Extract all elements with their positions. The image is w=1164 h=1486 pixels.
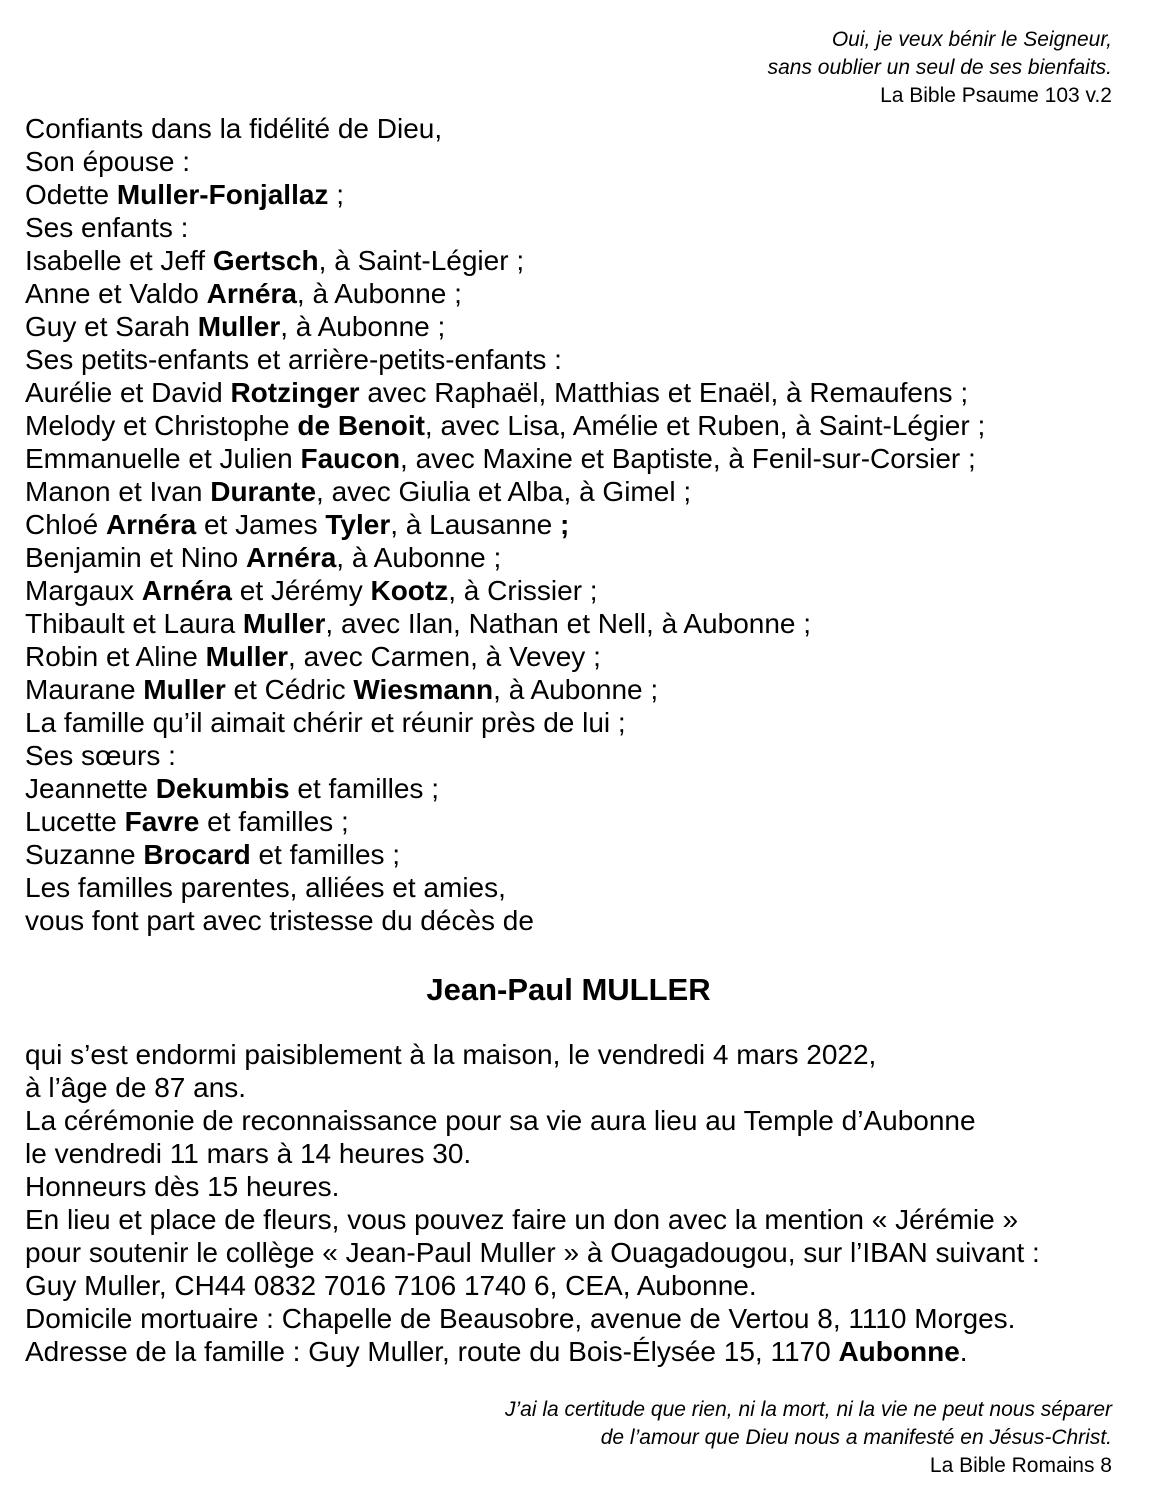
opening-quote-line <box>25 82 1112 110</box>
family-line <box>25 376 1112 409</box>
name-emphasis: Dekumbis <box>155 773 290 804</box>
family-announcement-list <box>25 112 1112 937</box>
text-segment: J’ai la certitude que rien, ni la mort, ni la vie ne peut nous séparer <box>504 1398 1112 1421</box>
detail-line <box>25 1203 1112 1236</box>
text-segment: Domicile mortuaire : Chapelle de Beausobre, avenue de Vertou 8, 1110 Morges. <box>25 1303 1016 1334</box>
detail-line <box>25 1104 1112 1137</box>
family-line <box>25 343 1112 376</box>
text-segment: , à Aubonne ; <box>280 311 446 342</box>
text-segment: Lucette <box>25 806 125 837</box>
text-segment: Aurélie et David <box>25 377 231 408</box>
text-segment: La Bible Psaume 103 v.2 <box>880 84 1112 107</box>
family-line <box>25 673 1112 706</box>
text-segment: Isabelle et Jeff <box>25 245 213 276</box>
text-segment: à l’âge de 87 ans. <box>25 1072 247 1103</box>
name-emphasis: Arnéra <box>206 278 297 309</box>
text-segment: En lieu et place de fleurs, vous pouvez faire un don avec la mention « Jérémie » <box>25 1204 1019 1235</box>
text-segment: qui s’est endormi paisiblement à la maison, le vendredi 4 mars 2022, <box>25 1039 877 1070</box>
detail-line <box>25 1137 1112 1170</box>
text-segment: et familles ; <box>250 839 401 870</box>
detail-line <box>25 1038 1112 1071</box>
name-emphasis: de Benoit <box>297 410 425 441</box>
family-line <box>25 838 1112 871</box>
family-line <box>25 541 1112 574</box>
family-line <box>25 871 1112 904</box>
text-segment: Adresse de la famille : Guy Muller, route du Bois-Élysée 15, 1170 <box>25 1336 839 1367</box>
text-segment: Confiants dans la fidélité de Dieu, <box>25 113 443 144</box>
family-line <box>25 277 1112 310</box>
name-emphasis: Favre <box>124 806 200 837</box>
text-segment: Emmanuelle et Julien <box>25 443 301 474</box>
text-segment: , avec Giulia et Alba, à Gimel ; <box>316 476 692 507</box>
detail-line <box>25 1335 1112 1368</box>
name-emphasis: Arnéra <box>105 509 197 540</box>
opening-quote-line <box>25 26 1112 54</box>
family-line <box>25 244 1112 277</box>
text-segment: Son épouse : <box>25 146 191 177</box>
closing-quote-line <box>25 1396 1112 1424</box>
deceased-name: Jean-Paul MULLER <box>426 972 711 1007</box>
text-segment: , à Aubonne ; <box>336 542 502 573</box>
family-line <box>25 640 1112 673</box>
family-line <box>25 904 1112 937</box>
opening-quote-line <box>25 54 1112 82</box>
closing-quote-line <box>25 1452 1112 1480</box>
family-line <box>25 178 1112 211</box>
family-line <box>25 475 1112 508</box>
family-line <box>25 706 1112 739</box>
text-segment: , à Aubonne ; <box>493 674 659 705</box>
name-emphasis: Rotzinger <box>230 377 360 408</box>
name-emphasis: Faucon <box>300 443 401 474</box>
name-emphasis: Kootz <box>370 575 449 606</box>
text-segment: de l’amour que Dieu nous a manifesté en Jésus-Christ. <box>600 1426 1112 1449</box>
text-segment: Honneurs dès 15 heures. <box>25 1171 340 1202</box>
text-segment: Odette <box>25 179 117 210</box>
text-segment: La Bible Romains 8 <box>929 1454 1112 1477</box>
text-segment: et James <box>196 509 326 540</box>
text-segment: avec Raphaël, Matthias et Enaël, à Remaufens ; <box>359 377 969 408</box>
text-segment: , à Crissier ; <box>448 575 598 606</box>
text-segment: , à Saint-Légier ; <box>318 245 525 276</box>
text-segment: Les familles parentes, alliées et amies, <box>25 872 506 903</box>
name-emphasis: Wiesmann <box>353 674 494 705</box>
text-segment: et familles ; <box>289 773 439 804</box>
text-segment: Manon et Ivan <box>25 476 211 507</box>
text-segment: ; <box>328 179 344 210</box>
family-line <box>25 442 1112 475</box>
text-segment: sans oublier un seul de ses bienfaits. <box>767 56 1112 79</box>
name-emphasis: Aubonne <box>838 1336 960 1367</box>
text-segment: Benjamin et Nino <box>25 542 247 573</box>
text-segment: Maurane <box>25 674 144 705</box>
closing-quote-line <box>25 1424 1112 1452</box>
text-segment: Ses enfants : <box>25 212 189 243</box>
name-emphasis: Gertsch <box>212 245 319 276</box>
family-line <box>25 112 1112 145</box>
detail-line <box>25 1071 1112 1104</box>
closing-quote <box>25 1396 1112 1480</box>
name-emphasis: Muller <box>242 608 326 639</box>
text-segment: et Jérémy <box>231 575 371 606</box>
text-segment: Thibault et Laura <box>25 608 243 639</box>
text-segment: vous font part avec tristesse du décès de <box>25 905 534 936</box>
text-segment: , avec Lisa, Amélie et Ruben, à Saint-Légier ; <box>424 410 986 441</box>
text-segment: La cérémonie de reconnaissance pour sa vie aura lieu au Temple d’Aubonne <box>25 1105 976 1136</box>
detail-line <box>25 1269 1112 1302</box>
family-line <box>25 805 1112 838</box>
text-segment: . <box>959 1336 968 1367</box>
name-emphasis: Arnéra <box>141 575 232 606</box>
name-emphasis: Durante <box>210 476 317 507</box>
family-line <box>25 739 1112 772</box>
text-segment: pour soutenir le collège « Jean-Paul Muller » à Ouagadougou, sur l’IBAN suivant : <box>25 1237 1040 1268</box>
ceremony-details <box>25 1038 1112 1368</box>
detail-line <box>25 1302 1112 1335</box>
text-segment: Robin et Aline <box>25 641 206 672</box>
family-line <box>25 145 1112 178</box>
name-emphasis: ; <box>559 509 570 540</box>
family-line <box>25 310 1112 343</box>
family-line <box>25 508 1112 541</box>
name-emphasis: Muller <box>205 641 289 672</box>
name-emphasis: Brocard <box>143 839 251 870</box>
text-segment: , à Aubonne ; <box>296 278 462 309</box>
text-segment: le vendredi 11 mars à 14 heures 30. <box>25 1138 472 1169</box>
detail-line <box>25 1170 1112 1203</box>
family-line <box>25 574 1112 607</box>
text-segment: , avec Ilan, Nathan et Nell, à Aubonne ; <box>325 608 812 639</box>
text-segment: Suzanne <box>25 839 144 870</box>
text-segment: , avec Carmen, à Vevey ; <box>288 641 601 672</box>
family-line <box>25 409 1112 442</box>
text-segment: Guy et Sarah <box>25 311 198 342</box>
family-line <box>25 772 1112 805</box>
text-segment: et Cédric <box>225 674 354 705</box>
text-segment: Chloé <box>25 509 106 540</box>
text-segment: et familles ; <box>199 806 349 837</box>
detail-line <box>25 1236 1112 1269</box>
text-segment: Ses petits-enfants et arrière-petits-enfants : <box>25 344 562 375</box>
name-emphasis: Muller <box>197 311 281 342</box>
family-line <box>25 211 1112 244</box>
text-segment: Ses sœurs : <box>25 740 176 771</box>
text-segment: Melody et Christophe <box>25 410 298 441</box>
name-emphasis: Muller <box>143 674 226 705</box>
opening-quote <box>25 26 1112 110</box>
name-emphasis: Muller-Fonjallaz <box>116 179 329 210</box>
name-emphasis: Tyler <box>325 509 391 540</box>
text-segment: , à Lausanne <box>390 509 560 540</box>
text-segment: , avec Maxine et Baptiste, à Fenil-sur-Corsier ; <box>400 443 976 474</box>
family-line <box>25 607 1112 640</box>
text-segment: La famille qu’il aimait chérir et réunir près de lui ; <box>25 707 626 738</box>
name-emphasis: Arnéra <box>246 542 337 573</box>
text-segment: Anne et Valdo <box>25 278 207 309</box>
text-segment: Jeannette <box>25 773 156 804</box>
text-segment: Margaux <box>25 575 142 606</box>
text-segment: Guy Muller, CH44 0832 7016 7106 1740 6, CEA, Aubonne. <box>25 1270 757 1301</box>
text-segment: Oui, je veux bénir le Seigneur, <box>831 28 1112 51</box>
